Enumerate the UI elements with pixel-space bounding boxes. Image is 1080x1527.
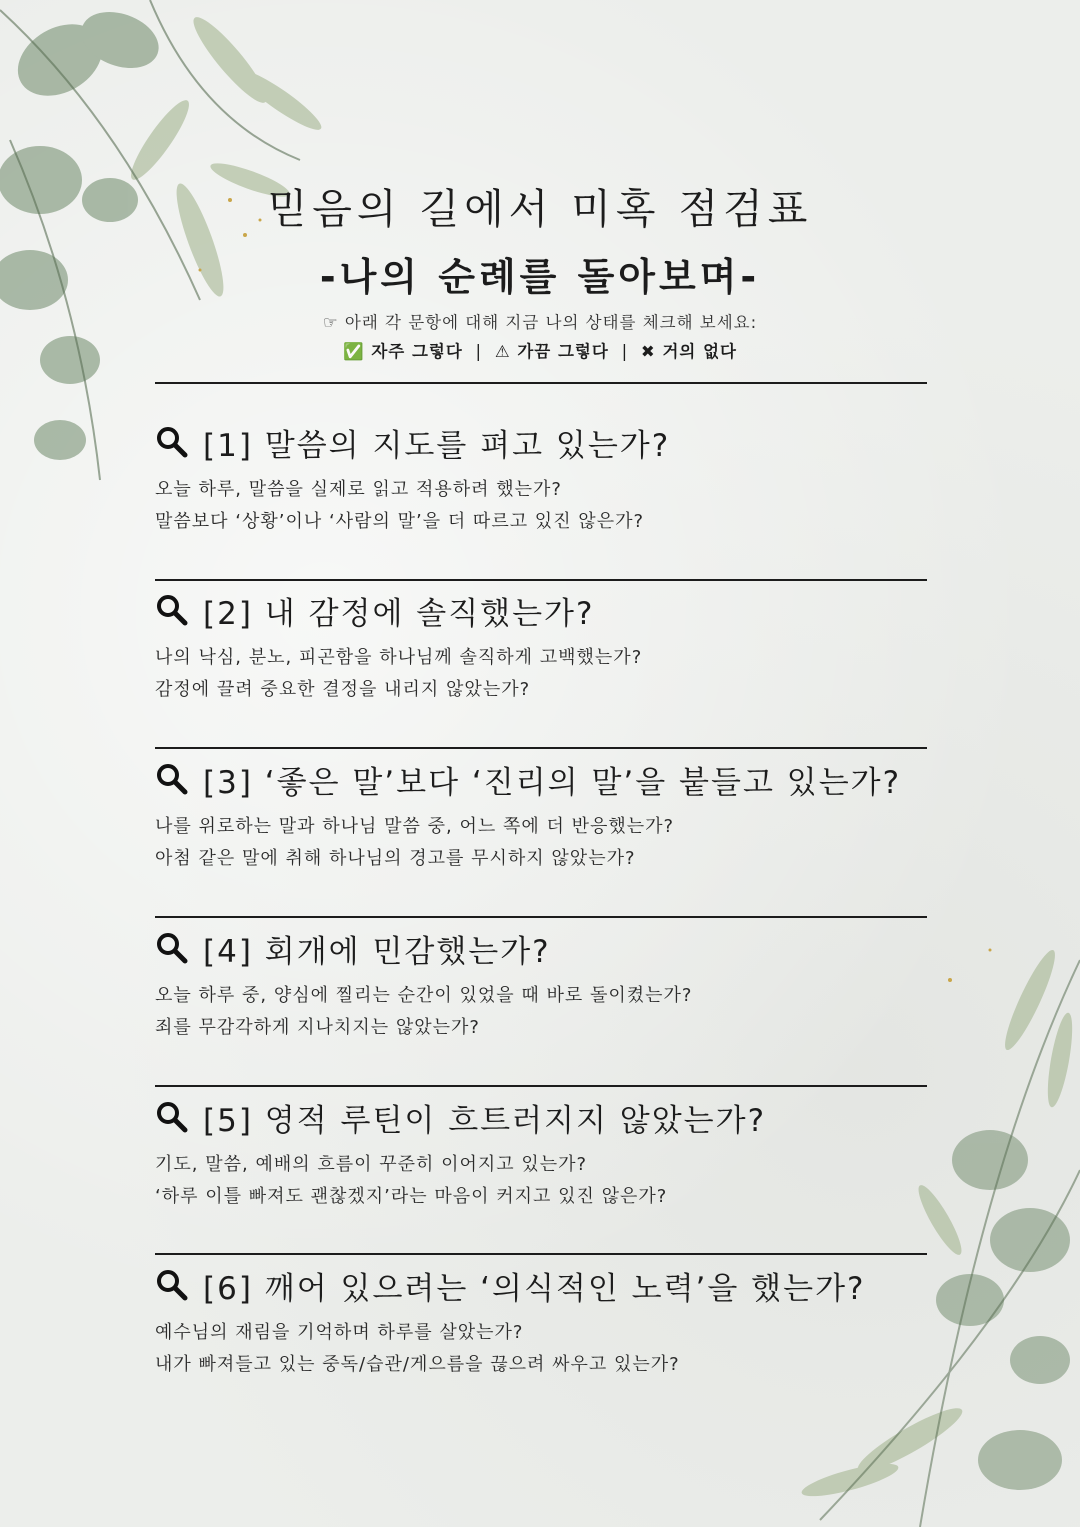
check-legend — [0, 338, 1080, 362]
divider-rule — [155, 1085, 927, 1087]
item-question: 예수님의 재림을 기억하며 하루를 살았는가? — [155, 1322, 524, 1343]
item-title: [5] 영적 루틴이 흐트러지지 않았는가? — [203, 1102, 767, 1139]
magnifier-icon — [155, 593, 189, 627]
checklist-item — [155, 590, 945, 706]
legend-often: ✅ 자주 그렇다 — [343, 342, 463, 361]
item-question: ‘하루 이틀 빠져도 괜찮겠지’라는 마음이 커지고 있진 않은가? — [155, 1186, 668, 1207]
item-question: 오늘 하루, 말씀을 실제로 읽고 적용하려 했는가? — [155, 479, 562, 500]
divider-rule — [155, 382, 927, 384]
divider-rule — [155, 916, 927, 918]
item-title: [2] 내 감정에 솔직했는가? — [203, 595, 595, 632]
item-question: 나를 위로하는 말과 하나님 말씀 중, 어느 쪽에 더 반응했는가? — [155, 816, 675, 837]
instruction-text: ☞ 아래 각 문항에 대해 지금 나의 상태를 체크해 보세요: — [322, 313, 758, 332]
item-title: [3] ‘좋은 말’보다 ‘진리의 말’을 붙들고 있는가? — [203, 764, 902, 801]
item-question: 오늘 하루 중, 양심에 찔리는 순간이 있었을 때 바로 돌이켰는가? — [155, 985, 693, 1006]
divider-rule — [155, 579, 927, 581]
item-question: 말씀보다 ‘상황’이나 ‘사람의 말’을 더 따르고 있진 않은가? — [155, 511, 645, 532]
checklist-item — [155, 759, 945, 875]
checklist-item — [155, 928, 945, 1044]
page-subtitle: -나의 순례를 돌아보며- — [319, 255, 761, 299]
item-question: 아첨 같은 말에 취해 하나님의 경고를 무시하지 않았는가? — [155, 848, 636, 869]
legend-sometimes: ⚠ 가끔 그렇다 — [494, 342, 609, 361]
divider-rule — [155, 1253, 927, 1255]
magnifier-icon — [155, 931, 189, 965]
legend-rarely: ✖ 거의 없다 — [640, 342, 737, 361]
item-title: [4] 회개에 민감했는가? — [203, 933, 551, 970]
checklist-item — [155, 422, 945, 538]
item-question: 기도, 말씀, 예배의 흐름이 꾸준히 이어지고 있는가? — [155, 1154, 588, 1175]
checklist-item — [155, 1265, 945, 1381]
magnifier-icon — [155, 1100, 189, 1134]
item-question: 감정에 끌려 중요한 결정을 내리지 않았는가? — [155, 679, 531, 700]
item-title: [6] 깨어 있으려는 ‘의식적인 노력’을 했는가? — [203, 1270, 866, 1307]
legend-separator: | — [475, 342, 483, 361]
divider-rule — [155, 747, 927, 749]
item-title: [1] 말씀의 지도를 펴고 있는가? — [203, 427, 671, 464]
page-title: 믿음의 길에서 미혹 점검표 — [267, 185, 813, 233]
magnifier-icon — [155, 762, 189, 796]
magnifier-icon — [155, 1268, 189, 1302]
item-question: 나의 낙심, 분노, 피곤함을 하나님께 솔직하게 고백했는가? — [155, 647, 643, 668]
magnifier-icon — [155, 425, 189, 459]
checklist-item — [155, 1097, 945, 1213]
legend-separator: | — [621, 342, 629, 361]
item-question: 죄를 무감각하게 지나치지는 않았는가? — [155, 1017, 480, 1038]
item-question: 내가 빠져들고 있는 중독/습관/게으름을 끊으려 싸우고 있는가? — [155, 1354, 680, 1375]
